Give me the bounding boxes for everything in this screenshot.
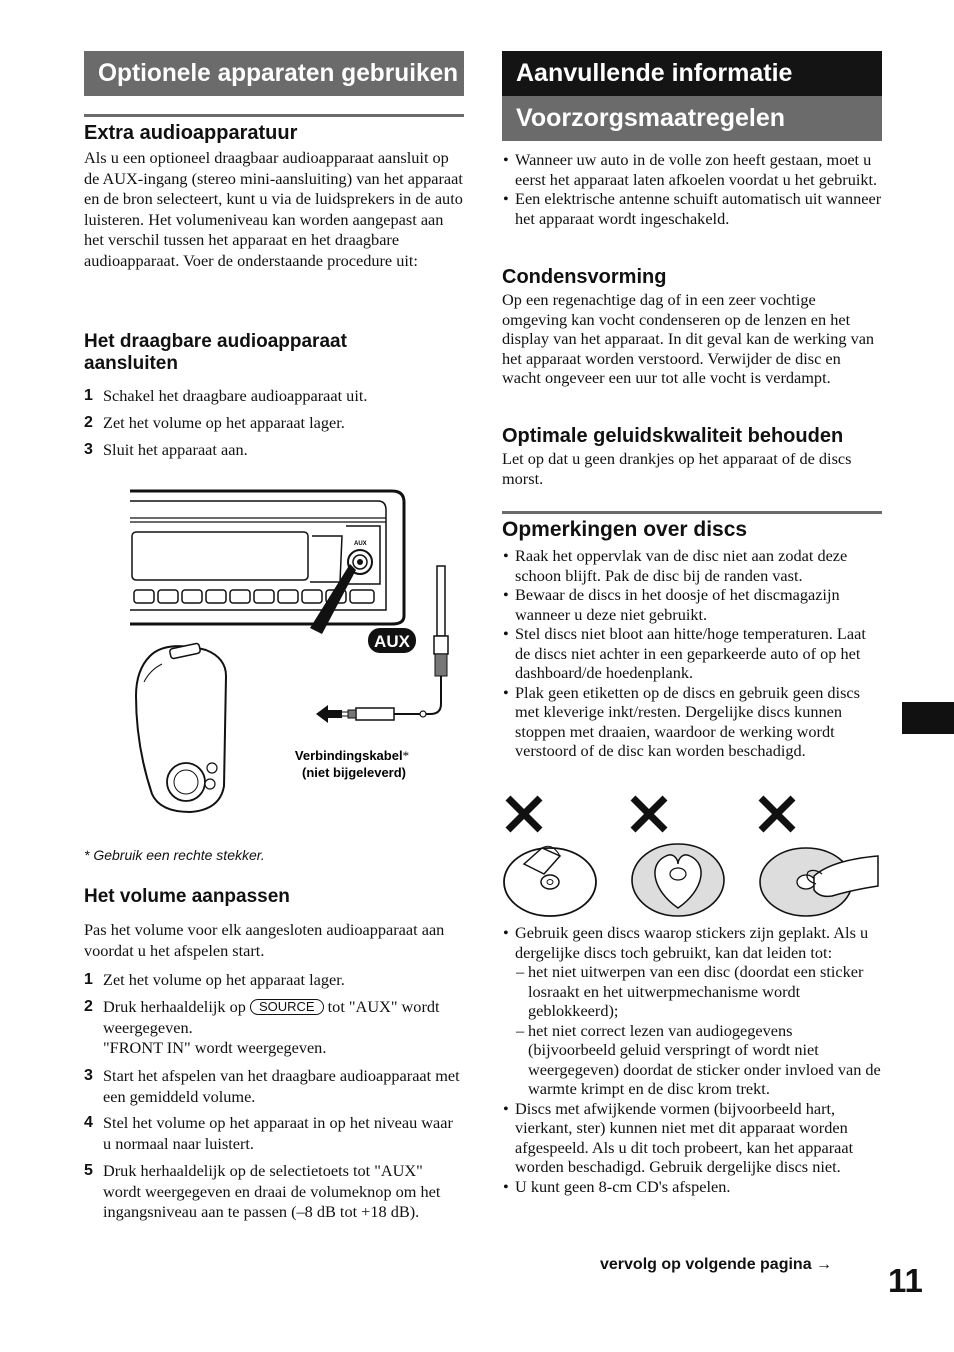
step-number: 2 — [84, 414, 93, 431]
step-text — [103, 997, 464, 1059]
heading-connect-portable: Het draagbare audioapparaat aansluiten — [84, 331, 347, 374]
step-number: 3 — [84, 1067, 93, 1084]
step-text-pre: Druk herhaaldelijk op — [103, 997, 246, 1016]
volume-step-3 — [84, 1066, 464, 1107]
step-text: Druk herhaaldelijk op de selectietoets tot "AUX" wordt weergegeven en draai de volumeknop om het ingangsniveau aan te passen (–8 dB tot +18 dB). — [103, 1161, 441, 1221]
footnote-star: * — [84, 847, 90, 863]
section-thumb-tab — [902, 702, 954, 734]
heading-sound-quality: Optimale geluidskwaliteit behouden — [502, 425, 844, 447]
sticker-text: Gebruik geen discs waarop stickers zijn geplakt. Als u dergelijke discs toch gebruikt, kan dat leiden tot: — [515, 923, 869, 962]
step-text: Zet het volume op het apparaat lager. — [103, 413, 345, 432]
step-number: 1 — [84, 971, 93, 988]
step-text: Start het afspelen van het draagbare audioapparaat met een gemiddeld volume. — [103, 1066, 460, 1106]
list-item: • U kunt geen 8-cm CD's afspelen. — [502, 1177, 882, 1197]
list-item: – het niet uitwerpen van een disc (doordat een sticker losraakt en het uitwerpmechanisme wordt geblokkeerd); — [515, 962, 882, 1021]
disc-warning-illustrations — [502, 790, 882, 920]
prohibited-cross-icon — [508, 798, 540, 830]
section-banner-additional-info: Aanvullende informatie — [502, 51, 882, 96]
step-text-post: tot "AUX" wordt weergegeven. — [103, 997, 440, 1037]
aux-connection-illustration — [130, 486, 460, 826]
list-item: • Wanneer uw auto in de volle zon heeft gestaan, moet u eerst het apparaat laten afkoelen voordat u het gebruikt. — [502, 150, 882, 189]
footnote — [84, 847, 265, 863]
plug-in-arrow-icon — [316, 705, 342, 723]
portable-audio-player — [136, 643, 226, 812]
aux-jack-label: AUX — [354, 541, 367, 547]
heading-extra-audio: Extra audioapparatuur — [84, 122, 298, 144]
heart-shaped-disc-icon — [632, 844, 724, 916]
page-number: 11 — [888, 1262, 923, 1299]
precautions-list — [502, 150, 882, 228]
step-text: Sluit het apparaat aan. — [103, 440, 248, 459]
list-item: • Stel discs niet bloot aan hitte/hoge temperaturen. Laat de discs niet achter in een geparkeerde auto of op het dashboard/de hoedenplank. — [502, 624, 882, 683]
disc-with-sticker-icon — [504, 846, 596, 916]
heading-condensation: Condensvorming — [502, 266, 667, 288]
step-number: 1 — [84, 387, 93, 404]
list-item: • Discs met afwijkende vormen (bijvoorbeeld hart, vierkant, ster) kunnen niet met dit apparaat worden afgespeeld. Als u dit toch probeert, kan het apparaat worden beschadigd. Gebruik dergelijke discs niet. — [502, 1099, 882, 1177]
sound-quality-body: Let op dat u geen drankjes op het apparaat of de discs morst. — [502, 449, 852, 488]
list-item: • Plak geen etiketten op de discs en gebruik geen discs met kleverige inkt/resten. Dergelijke discs kunnen stoppen met draaien, waardoor de werking wordt verstoord of de disc kan worden beschadigd. — [502, 683, 882, 761]
disc-with-residue-and-hand-icon — [760, 848, 878, 916]
prohibited-cross-icon — [761, 798, 793, 830]
aux-callout-text: AUX — [374, 632, 410, 651]
cable-label — [295, 748, 409, 763]
step-text: Schakel het draagbare audioapparaat uit. — [103, 386, 368, 405]
volume-step-4 — [84, 1113, 464, 1154]
heading-disc-notes: Opmerkingen over discs — [502, 518, 748, 541]
list-item: • Raak het oppervlak van de disc niet aan zodat deze schoon blijft. Pak de disc bij de randen vast. — [502, 546, 882, 585]
footnote-text: Gebruik een rechte stekker. — [93, 847, 265, 863]
heading-rule — [84, 114, 464, 117]
step-number: 2 — [84, 998, 93, 1015]
step-text: Stel het volume op het apparaat in op het niveau waar u normaal naar luistert. — [103, 1113, 453, 1153]
prohibited-cross-icon — [633, 798, 665, 830]
connect-step-1 — [84, 386, 464, 407]
sticker-consequences — [515, 962, 882, 1099]
volume-step-2 — [84, 997, 464, 1059]
cable-label-star: * — [402, 748, 410, 763]
list-item: • Bewaar de discs in het doosje of het discmagazijn wanneer u deze niet gebruikt. — [502, 585, 882, 624]
volume-step-5 — [84, 1161, 464, 1223]
connect-step-2 — [84, 413, 464, 434]
disc-notes-list — [502, 546, 882, 761]
heading-adjust-volume: Het volume aanpassen — [84, 886, 290, 907]
aux-callout — [368, 628, 416, 653]
heading-rule — [502, 511, 882, 514]
step-number: 5 — [84, 1162, 93, 1179]
list-item: – het niet correct lezen van audiogegevens (bijvoorbeeld geluid verspringt of wordt niet weergegeven) doordat de sticker onder invloed van de warmte krimpt en de disc krom trekt. — [515, 1021, 882, 1099]
list-item: • Een elektrische antenne schuift automatisch uit wanneer het apparaat wordt ingeschakeld. — [502, 189, 882, 228]
source-button: SOURCE — [250, 999, 324, 1015]
continued-next-page: vervolg op volgende pagina → — [600, 1256, 833, 1273]
condensation-body: Op een regenachtige dag of in een zeer vochtige omgeving kan vocht condenseren op de lenzen en het display van het apparaat. In dit geval kan de werking van het apparaat worden verstoord. Verwijder de disc en wacht ongeveer een uur tot alle vocht is verdampt. — [502, 290, 875, 387]
cable-label-text: Verbindingskabel — [294, 748, 403, 763]
step-number: 4 — [84, 1114, 93, 1131]
volume-step-1 — [84, 970, 464, 991]
step-text-line2: "FRONT IN" wordt weergegeven. — [103, 1038, 327, 1057]
sticker-notes-list — [502, 923, 882, 1196]
subbanner-precautions: Voorzorgsmaatregelen — [502, 96, 882, 141]
step-text: Zet het volume op het apparaat lager. — [103, 970, 345, 989]
cable-note: (niet bijgeleverd) — [301, 765, 407, 780]
section-banner-optional-devices: Optionele apparaten gebruiken — [84, 51, 464, 96]
step-number: 3 — [84, 441, 93, 458]
adjust-volume-intro: Pas het volume voor elk aangesloten audioapparaat aan voordat u het afspelen start. — [84, 920, 445, 960]
extra-audio-body: Als u een optioneel draagbaar audioapparaat aansluit op de AUX-ingang (stereo mini-aansluiting) van het apparaat en de bron selecteert, kunt u via de luidsprekers in de auto luisteren. Het volumeniveau kan worden aangepast aan het verschil tussen het apparaat en het draagbare audioapparaat. Voer de onderstaande procedure uit: — [84, 148, 463, 270]
list-item — [502, 923, 882, 1099]
connect-step-3 — [84, 440, 464, 461]
